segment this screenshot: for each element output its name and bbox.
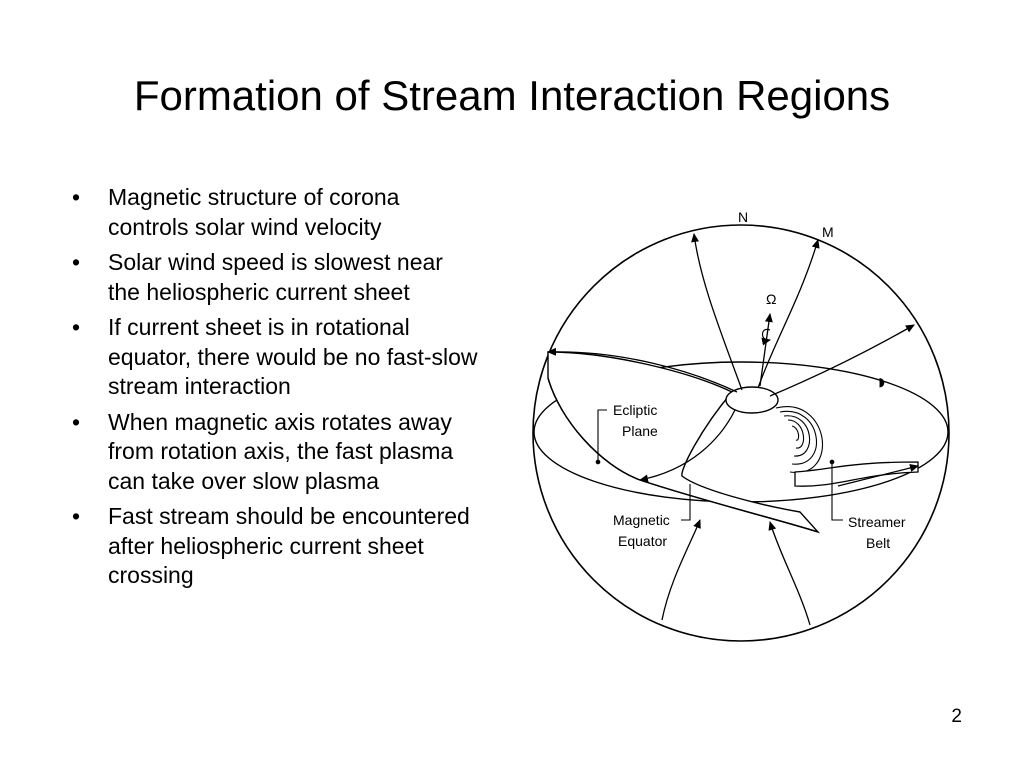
field-line-bottom-left <box>662 520 700 620</box>
label-ecliptic-line1: Ecliptic <box>613 402 658 418</box>
label-streamer-line1: Streamer <box>848 514 906 530</box>
bullet-item <box>70 183 480 242</box>
field-line-bottom-right <box>770 522 810 625</box>
bullet-text: When magnetic axis rotates away from rotation axis, the fast plasma can take over slow plasma <box>108 408 454 494</box>
page-number: 2 <box>951 706 962 727</box>
bullet-text: If current sheet is in rotational equator, there would be no fast-slow stream interaction <box>108 314 478 399</box>
bullet-item <box>70 408 480 497</box>
bullet-list <box>70 183 480 597</box>
bullet-text: Solar wind speed is slowest near the heliospheric current sheet <box>108 249 443 305</box>
bullet-item <box>70 313 480 402</box>
label-m: M <box>822 224 834 240</box>
moon-icon: ◑ <box>873 369 887 394</box>
streamer-belt-loops <box>776 407 823 473</box>
label-omega: Ω <box>766 291 777 307</box>
slide-title: Formation of Stream Interaction Regions <box>133 72 891 119</box>
heliosphere-diagram <box>520 195 960 650</box>
label-n: N <box>738 209 749 225</box>
streamer-belt-spike <box>795 462 918 486</box>
bullet-marker: • <box>72 249 81 275</box>
label-streamer-line2: Belt <box>866 535 891 551</box>
bullet-marker: • <box>72 503 81 529</box>
field-line-omega <box>760 314 770 386</box>
bullet-marker: • <box>72 184 81 210</box>
bullet-item <box>70 502 480 591</box>
label-magnetic-line1: Magnetic <box>613 512 670 528</box>
field-line-right <box>770 325 914 396</box>
label-magnetic-line2: Equator <box>618 533 668 549</box>
field-line-north <box>694 234 742 390</box>
bullet-marker: • <box>72 314 81 340</box>
bullet-text: Magnetic structure of corona controls solar wind velocity <box>108 184 400 240</box>
magnetic-equator-sheet <box>548 352 818 532</box>
bullet-marker: • <box>72 408 81 435</box>
bullet-text: Fast stream should be encountered after heliospheric current sheet crossing <box>108 503 470 588</box>
bullet-item <box>70 248 480 307</box>
label-ecliptic-line2: Plane <box>622 423 658 439</box>
